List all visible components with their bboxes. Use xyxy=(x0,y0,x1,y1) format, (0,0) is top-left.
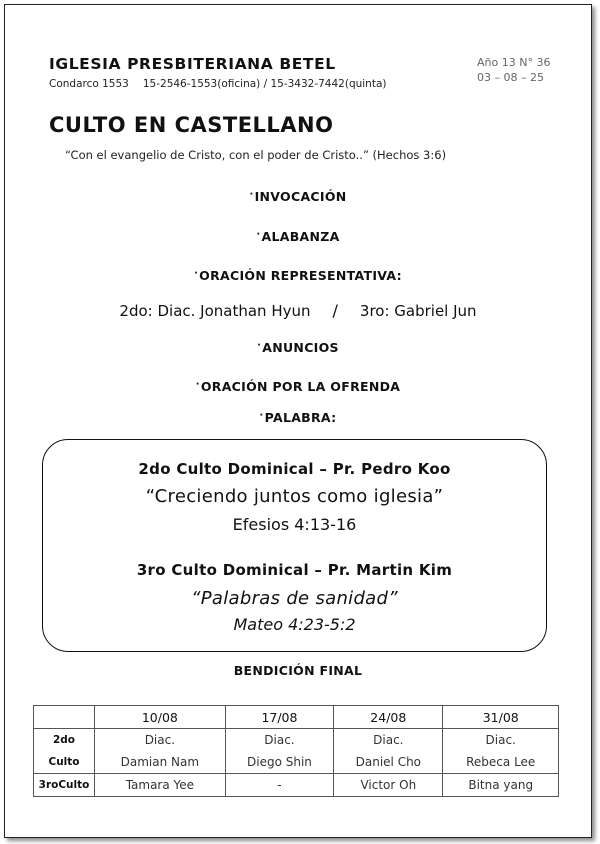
table-cell: - xyxy=(225,774,333,797)
table-corner xyxy=(34,706,95,729)
phone-numbers: 15-2546-1553(oficina) / 15-3432-7442(quinta) xyxy=(142,78,387,90)
prayer-leaders xyxy=(5,301,591,320)
order-ofrenda xyxy=(5,379,591,394)
order-anuncios-label: ANUNCIOS xyxy=(262,340,339,355)
theme-verse: “Con el evangelio de Cristo, con el poder de Cristo..” (Hechos 3:6) xyxy=(65,148,447,162)
table-cell: Bitna yang xyxy=(443,774,559,797)
order-palabra-label: PALABRA: xyxy=(264,410,337,425)
bullet-icon: · xyxy=(257,340,262,351)
row-label-2do xyxy=(34,729,95,774)
issue-info xyxy=(477,55,550,85)
bullet-icon: · xyxy=(195,379,200,390)
order-alabanza xyxy=(5,229,591,244)
sermon-2do-title: “Creciendo juntos como iglesia” xyxy=(145,486,444,507)
sermon-2do-heading: 2do Culto Dominical – Pr. Pedro Koo xyxy=(138,460,451,478)
date-header: 24/08 xyxy=(334,706,443,729)
order-oracion xyxy=(5,268,591,283)
table-cell: Tamara Yee xyxy=(95,774,226,797)
table-row xyxy=(34,729,559,774)
sermon-3ro-heading: 3ro Culto Dominical – Pr. Martin Kim xyxy=(136,561,453,579)
prayer-2do: 2do: Diac. Jonathan Hyun xyxy=(119,302,311,320)
sermon-box xyxy=(42,439,547,652)
cell-name: Damian Nam xyxy=(120,755,200,769)
issue-date: 03 – 08 – 25 xyxy=(477,71,544,84)
row-label-2do-line1: 2do xyxy=(52,734,76,746)
order-oracion-label: ORACIÓN REPRESENTATIVA: xyxy=(199,268,402,283)
sermon-2do-reference: Efesios 4:13-16 xyxy=(232,515,357,534)
sermon-3ro-title: “Palabras de sanidad” xyxy=(191,588,398,609)
bullet-icon: · xyxy=(249,189,254,200)
row-label-3ro: 3roCulto xyxy=(34,774,95,797)
cell-role: Diac. xyxy=(264,733,295,747)
order-ofrenda-label: ORACIÓN POR LA OFRENDA xyxy=(200,379,401,394)
schedule-table xyxy=(33,705,559,797)
prayer-separator: / xyxy=(332,301,338,320)
prayer-3ro: 3ro: Gabriel Jun xyxy=(359,302,477,320)
date-header: 10/08 xyxy=(95,706,226,729)
table-cell xyxy=(334,729,443,774)
date-header: 17/08 xyxy=(225,706,333,729)
cell-name: Diego Shin xyxy=(247,755,312,769)
table-cell xyxy=(443,729,559,774)
order-anuncios xyxy=(5,340,591,355)
table-cell xyxy=(95,729,226,774)
bulletin-page xyxy=(4,4,592,838)
cell-role: Diac. xyxy=(373,733,404,747)
order-invocacion xyxy=(5,189,591,204)
cell-name: Daniel Cho xyxy=(355,755,422,769)
table-row xyxy=(34,774,559,797)
table-cell: Victor Oh xyxy=(334,774,443,797)
table-row xyxy=(34,706,559,729)
bullet-icon: · xyxy=(256,229,261,240)
order-invocacion-label: INVOCACIÓN xyxy=(254,189,347,204)
bullet-icon: · xyxy=(194,268,199,279)
order-bendicion: BENDICIÓN FINAL xyxy=(233,663,363,678)
church-name: IGLESIA PRESBITERIANA BETEL xyxy=(49,55,336,73)
address: Condarco 1553 xyxy=(49,78,129,90)
cell-name: Rebeca Lee xyxy=(466,755,536,769)
table-cell xyxy=(225,729,333,774)
cell-role: Diac. xyxy=(144,733,176,747)
issue-number: Año 13 N° 36 xyxy=(477,56,551,69)
row-label-2do-line2: Culto xyxy=(48,756,80,768)
cell-role: Diac. xyxy=(485,733,516,747)
contact-info xyxy=(49,78,400,90)
bullet-icon: · xyxy=(259,410,264,421)
order-alabanza-label: ALABANZA xyxy=(261,229,340,244)
order-palabra xyxy=(5,410,591,425)
page-title: CULTO EN CASTELLANO xyxy=(49,113,334,137)
sermon-3ro-reference: Mateo 4:23-5:2 xyxy=(233,615,356,634)
date-header: 31/08 xyxy=(443,706,559,729)
